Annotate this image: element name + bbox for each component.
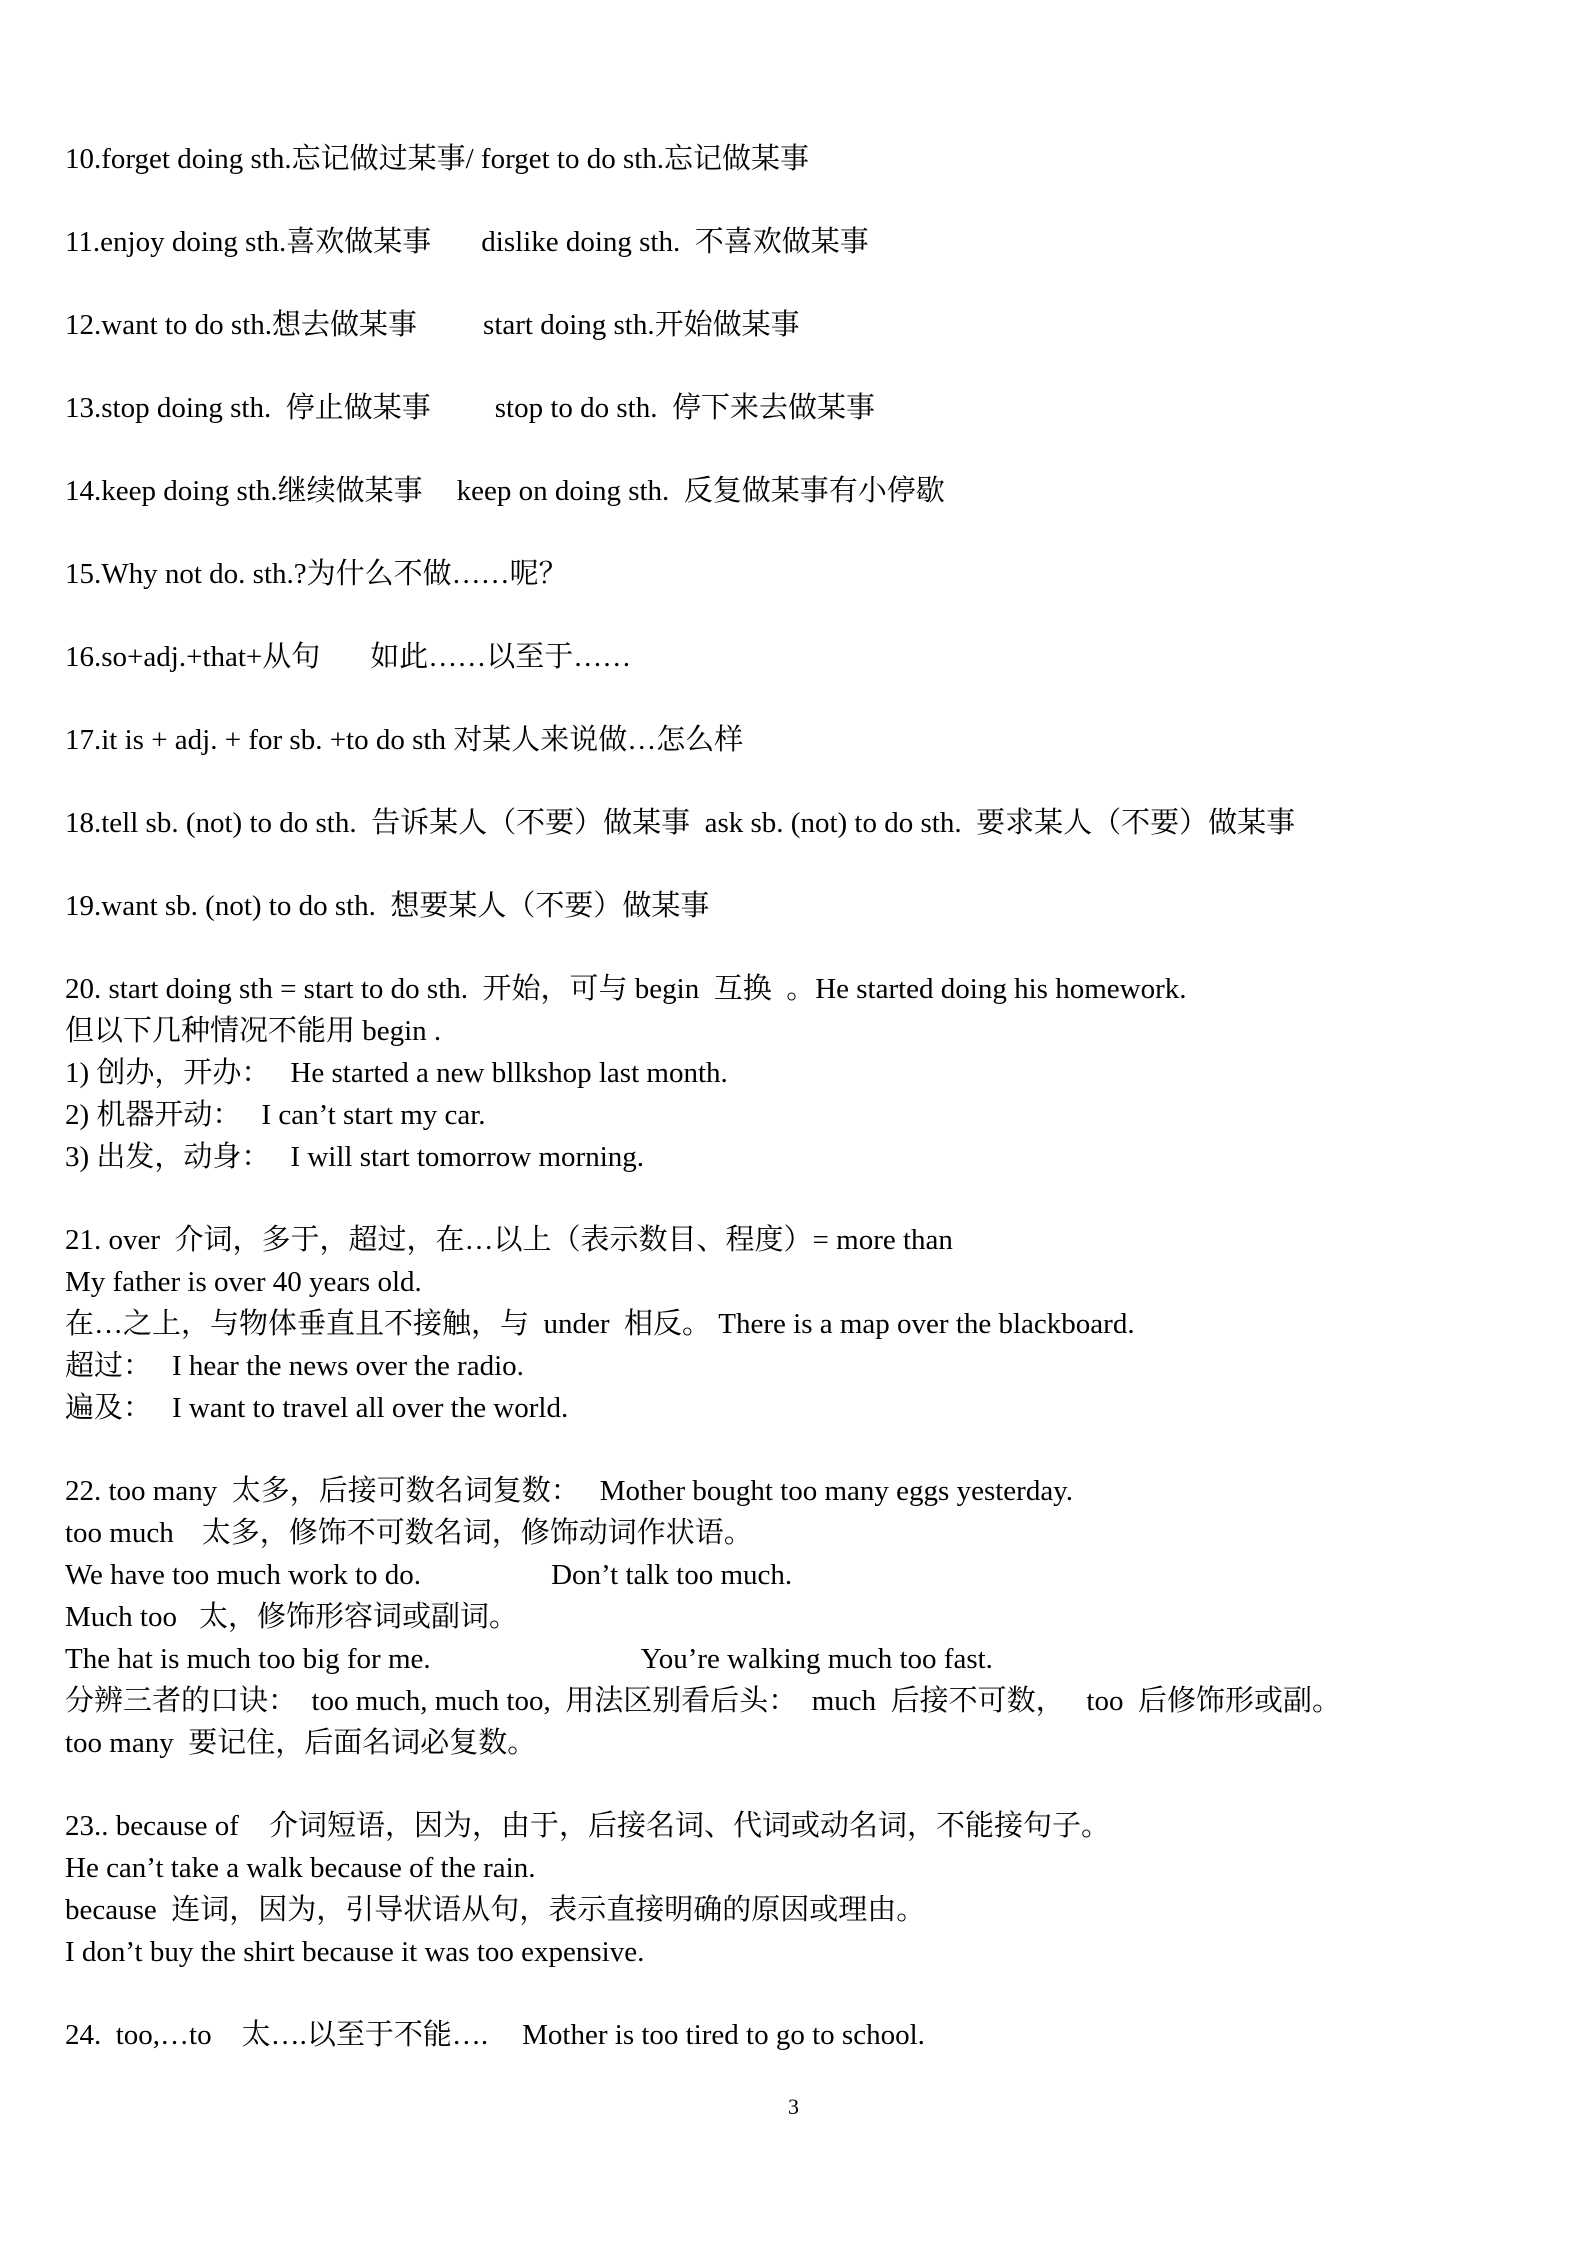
line (65, 1680, 1545, 1722)
text: stop to do sth. 停下来去做某事 (494, 392, 875, 424)
line (65, 221, 1545, 263)
item-20 (65, 968, 1545, 1178)
text: 太，修饰形容词或副词。 (198, 1601, 518, 1633)
text: 14.keep doing sth.继续做某事 (65, 475, 423, 507)
text: 23.. because of (65, 1810, 239, 1842)
line (65, 1387, 1545, 1429)
text: He can’t take a walk because of the rain. (65, 1852, 536, 1884)
line (65, 1010, 1545, 1052)
line (65, 387, 1545, 429)
line (65, 1219, 1545, 1261)
item-23 (65, 1805, 1545, 1973)
text: 16.so+adj.+that+从句 (65, 641, 321, 673)
page-number: 3 (788, 2094, 799, 2119)
text: I hear the news over the radio. (172, 1350, 524, 1382)
text: 在…之上，与物体垂直且不接触，与 under 相反。 There is a map over the blackboard. (65, 1308, 1135, 1340)
text: 太多，修饰不可数名词，修饰动词作状语。 (201, 1517, 753, 1549)
text: 1) 创办，开办： (65, 1057, 271, 1089)
text: I can’t start my car. (261, 1099, 486, 1131)
item-10 (65, 138, 1545, 180)
text: Mother bought too many eggs yesterday. (599, 1475, 1074, 1507)
text: because 连词，因为，引导状语从句，表示直接明确的原因或理由。 (65, 1894, 926, 1926)
text: 22. too many 太多，后接可数名词复数： (65, 1475, 580, 1507)
item-17 (65, 719, 1545, 761)
line (65, 1345, 1545, 1387)
line (65, 1261, 1545, 1303)
text: 超过： (65, 1350, 153, 1382)
text: He started a new bllkshop last month. (290, 1057, 728, 1089)
text: You’re walking much too fast. (640, 1643, 993, 1675)
line (65, 470, 1545, 512)
line (65, 1303, 1545, 1345)
text: 15.Why not do. sth.?为什么不做……呢？ (65, 558, 568, 590)
line (65, 1722, 1545, 1764)
text: 介词短语，因为，由于，后接名词、代词或动名词，不能接句子。 (268, 1810, 1110, 1842)
item-16 (65, 636, 1545, 678)
line (65, 968, 1545, 1010)
line (65, 719, 1545, 761)
line (65, 2014, 1545, 2056)
text: 遍及： (65, 1392, 153, 1424)
text: 19.want sb. (not) to do sth. 想要某人（不要）做某事 (65, 890, 710, 922)
line (65, 304, 1545, 346)
line (65, 1638, 1545, 1680)
text: keep on doing sth. 反复做某事有小停歇 (456, 475, 945, 507)
text: start doing sth.开始做某事 (483, 309, 800, 341)
text: 21. over 介词，多于，超过，在…以上（表示数目、程度）= more than (65, 1224, 953, 1256)
item-15 (65, 553, 1545, 595)
text: I don’t buy the shirt because it was too expensive. (65, 1936, 645, 1968)
text: 2) 机器开动： (65, 1099, 242, 1131)
text: dislike doing sth. 不喜欢做某事 (481, 226, 869, 258)
text: I will start tomorrow morning. (290, 1141, 645, 1173)
page-content (65, 138, 1545, 2056)
line (65, 1136, 1545, 1178)
line (65, 1470, 1545, 1512)
item-12 (65, 304, 1545, 346)
text: 17.it is + adj. + for sb. +to do sth 对某人来说做…怎么样 (65, 724, 744, 756)
line (65, 636, 1545, 678)
text: too many 要记住，后面名词必复数。 (65, 1727, 537, 1759)
text: The hat is much too big for me. (65, 1643, 431, 1675)
line (65, 885, 1545, 927)
line (65, 1931, 1545, 1973)
text: 18.tell sb. (not) to do sth. 告诉某人（不要）做某事 ask sb. (not) to do sth. 要求某人（不要）做某事 (65, 807, 1296, 839)
text: 分辨三者的口诀： too much, much too, 用法区别看后头： much 后接不可数， too 后修饰形或副。 (65, 1685, 1341, 1717)
line (65, 1554, 1545, 1596)
text: 太….以至于不能…. (241, 2019, 489, 2051)
item-24 (65, 2014, 1545, 2056)
item-19 (65, 885, 1545, 927)
text: 如此……以至于…… (370, 641, 632, 673)
text: Much too (65, 1601, 177, 1633)
line (65, 1805, 1545, 1847)
line (65, 1889, 1545, 1931)
item-13 (65, 387, 1545, 429)
text: 10.forget doing sth.忘记做过某事/ forget to do sth.忘记做某事 (65, 143, 810, 175)
text: Don’t talk too much. (551, 1559, 793, 1591)
text: 13.stop doing sth. 停止做某事 (65, 392, 431, 424)
line (65, 1596, 1545, 1638)
text: 3) 出发，动身： (65, 1141, 271, 1173)
item-11 (65, 221, 1545, 263)
item-21 (65, 1219, 1545, 1429)
text: 但以下几种情况不能用 begin . (65, 1015, 442, 1047)
line (65, 1094, 1545, 1136)
item-14 (65, 470, 1545, 512)
text: I want to travel all over the world. (172, 1392, 569, 1424)
text: 20. start doing sth = start to do sth. 开始，可与 begin 互换 。He started doing his homework. (65, 973, 1187, 1005)
text: Mother is too tired to go to school. (522, 2019, 925, 2051)
line (65, 1512, 1545, 1554)
text: 12.want to do sth.想去做某事 (65, 309, 418, 341)
text: My father is over 40 years old. (65, 1266, 422, 1298)
text: 11.enjoy doing sth.喜欢做某事 (65, 226, 432, 258)
item-18 (65, 802, 1545, 844)
line (65, 553, 1545, 595)
text: 24. too,…to (65, 2019, 212, 2051)
line (65, 138, 1545, 180)
text: We have too much work to do. (65, 1559, 422, 1591)
line (65, 802, 1545, 844)
text: too much (65, 1517, 174, 1549)
line (65, 1052, 1545, 1094)
line (65, 1847, 1545, 1889)
item-22 (65, 1470, 1545, 1764)
